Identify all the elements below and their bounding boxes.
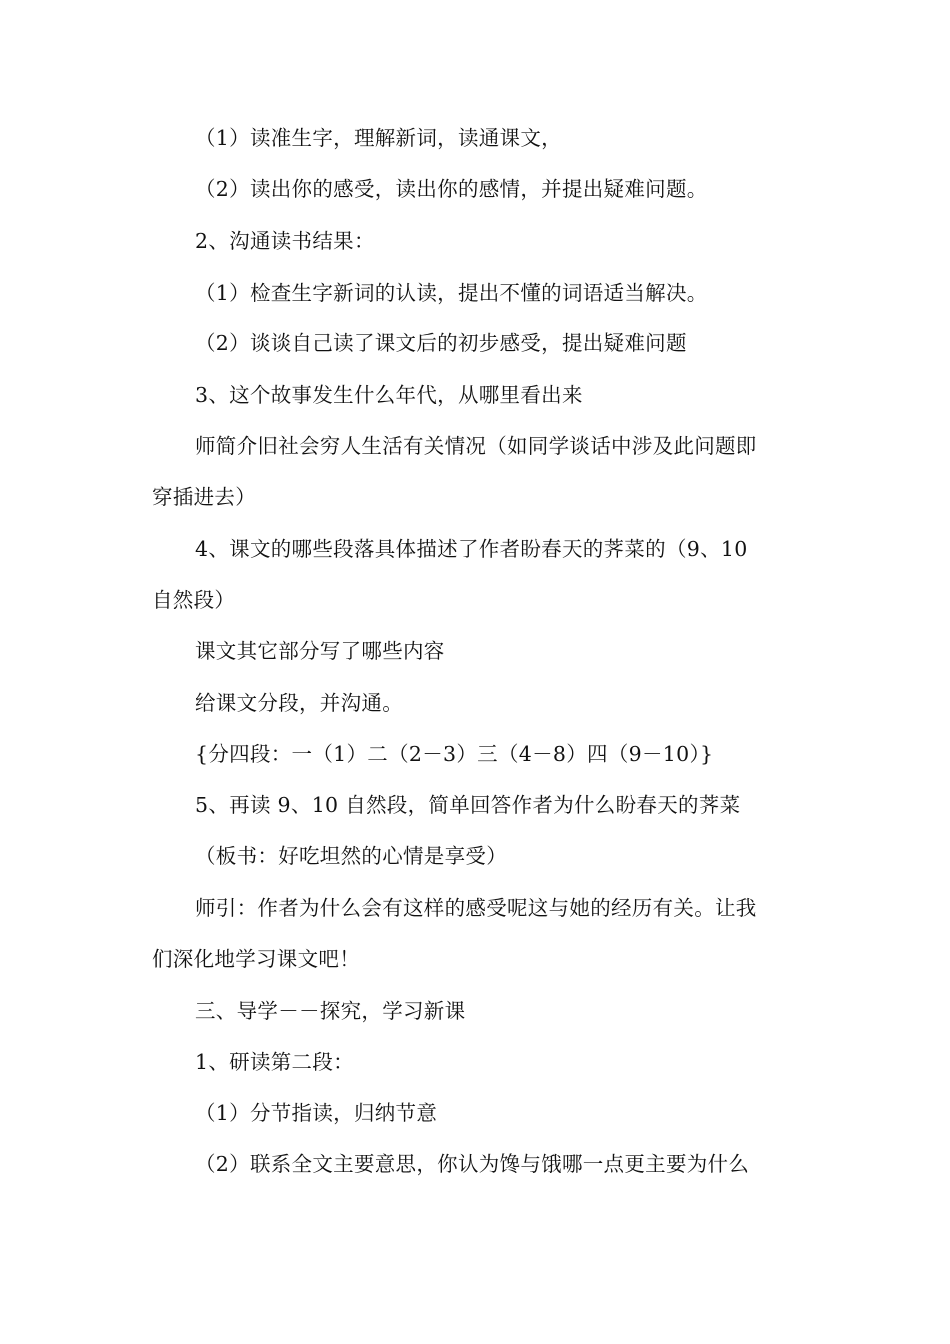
paragraph-line: 给课文分段，并沟通。 (195, 691, 403, 715)
paragraph-line: 师引：作者为什么会有这样的感受呢这与她的经历有关。让我 (195, 896, 757, 920)
paragraph-line: {分四段：一（1）二（2－3）三（4－8）四（9－10）} (195, 742, 714, 766)
paragraph-line: （1）分节指读，归纳节意 (195, 1101, 438, 1125)
paragraph-line: 4、课文的哪些段落具体描述了作者盼春天的荠菜的（9、10 (195, 537, 748, 561)
paragraph-line: （1）检查生字新词的认读，提出不懂的词语适当解决。 (195, 281, 708, 305)
paragraph-line: 2、沟通读书结果： (195, 229, 375, 253)
paragraph-line: 1、研读第二段： (195, 1050, 354, 1074)
paragraph-line: （2）读出你的感受，读出你的感情，并提出疑难问题。 (195, 177, 708, 201)
paragraph-line: 们深化地学习课文吧！ (152, 947, 360, 971)
paragraph-line: （板书：好吃坦然的心情是享受） (195, 844, 507, 868)
paragraph-line: 3、这个故事发生什么年代，从哪里看出来 (195, 383, 583, 407)
paragraph-line: 穿插进去） (152, 485, 256, 509)
paragraph-line: 5、再读 9、10 自然段，简单回答作者为什么盼春天的荠菜 (195, 793, 741, 817)
paragraph-line: （1）读准生字，理解新词，读通课文， (195, 126, 562, 150)
paragraph-line: 自然段） (152, 588, 236, 612)
paragraph-line: （2）谈谈自己读了课文后的初步感受，提出疑难问题 (195, 331, 687, 355)
paragraph-line: 课文其它部分写了哪些内容 (195, 639, 445, 663)
paragraph-line: （2）联系全文主要意思，你认为馋与饿哪一点更主要为什么 (195, 1152, 750, 1176)
paragraph-line: 师简介旧社会穷人生活有关情况（如同学谈话中涉及此问题即 (195, 434, 757, 458)
paragraph-line: 三、导学－－探究，学习新课 (195, 999, 466, 1023)
